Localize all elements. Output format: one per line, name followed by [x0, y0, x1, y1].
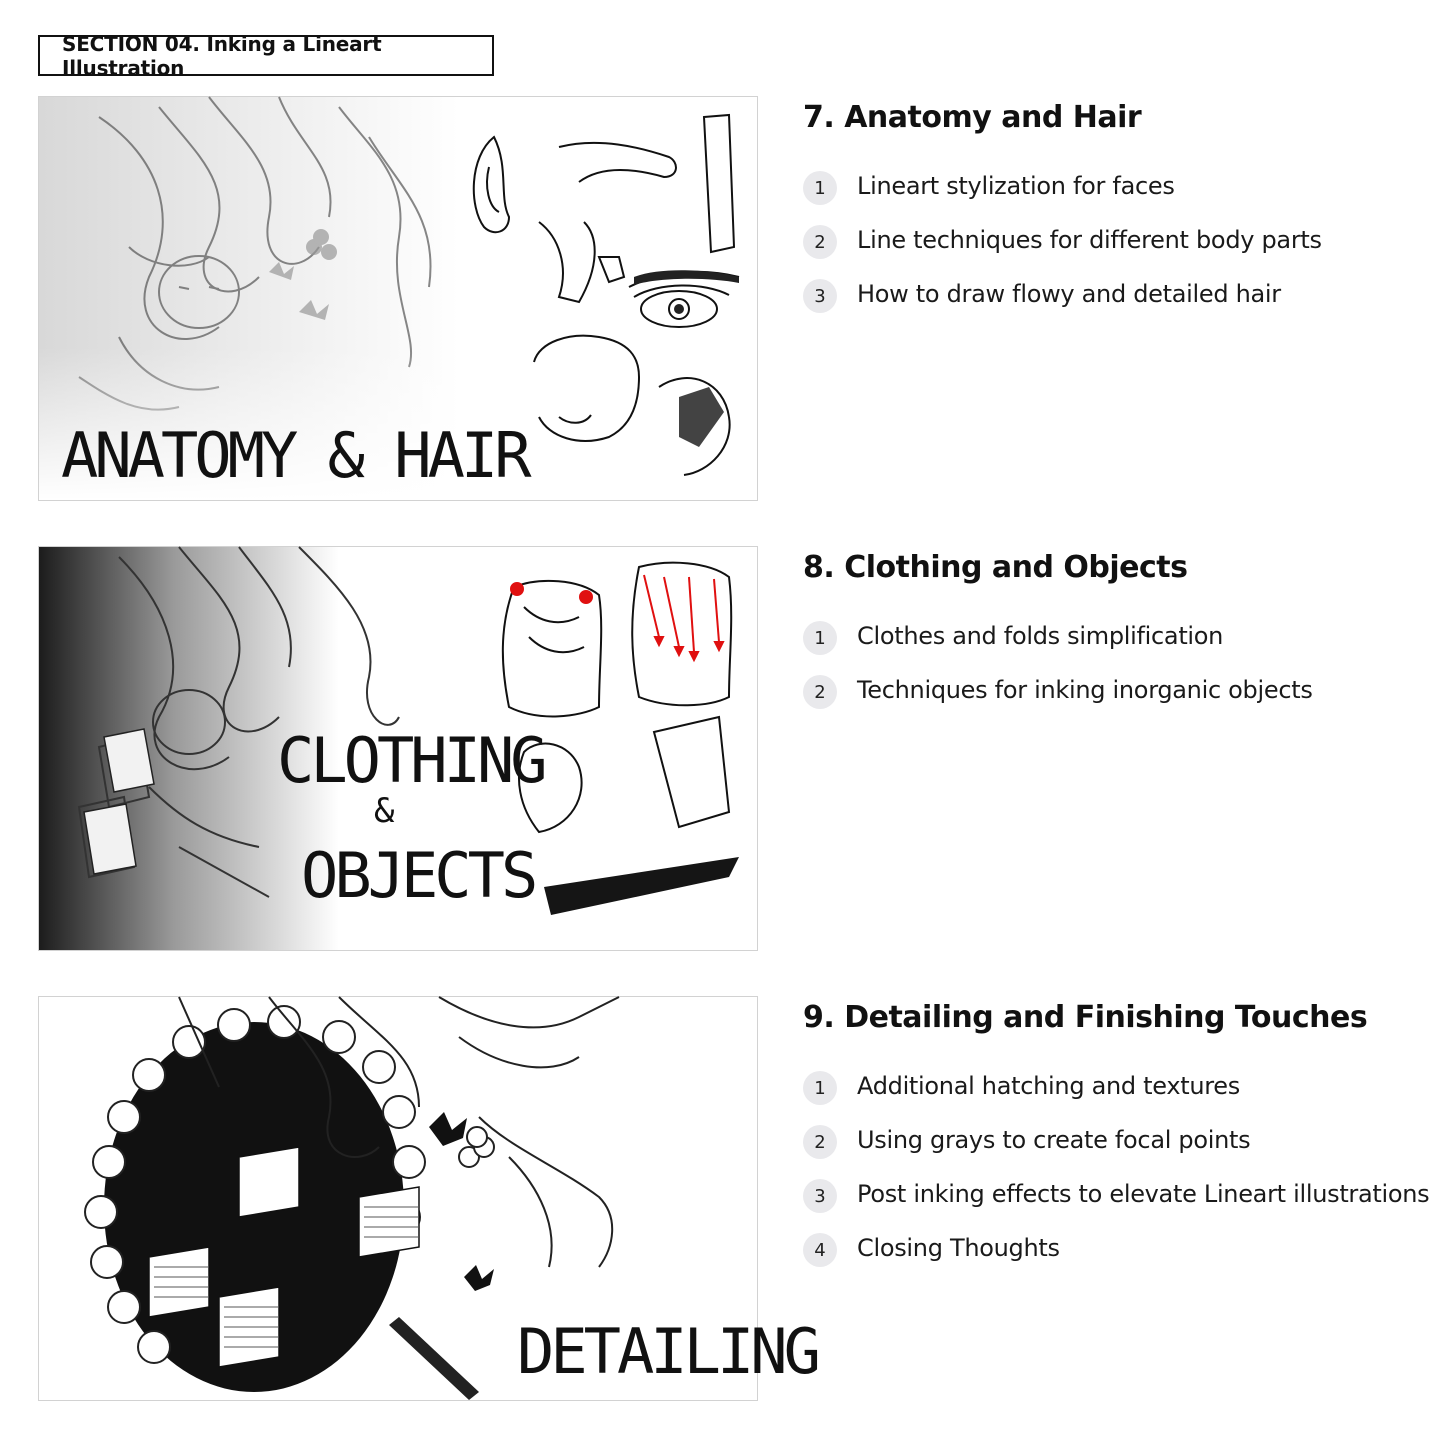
- list-item-text: Post inking effects to elevate Lineart illustrations: [857, 1180, 1430, 1208]
- topic-detailing: [38, 996, 1430, 1402]
- topic-title-clothing-objects: 8. Clothing and Objects: [803, 550, 1188, 585]
- topic-title-detailing: 9. Detailing and Finishing Touches: [803, 1000, 1368, 1035]
- topic-title-anatomy-hair: 7. Anatomy and Hair: [803, 100, 1142, 135]
- list-item: [803, 621, 1313, 675]
- number-badge: 3: [803, 1179, 837, 1213]
- section-title: SECTION 04. Inking a Lineart Illustration: [38, 35, 494, 76]
- list-item-text: Using grays to create focal points: [857, 1126, 1251, 1154]
- list-item-text: Closing Thoughts: [857, 1234, 1060, 1262]
- list-item: [803, 675, 1313, 729]
- thumbnail-clothing-objects: [38, 546, 758, 951]
- thumbnail-label-objects: OBJECTS: [301, 839, 535, 912]
- list-item: [803, 279, 1322, 333]
- list-item-text: Line techniques for different body parts: [857, 226, 1322, 254]
- thumbnail-label-anatomy-hair: ANATOMY & HAIR: [61, 419, 528, 492]
- list-item-text: Additional hatching and textures: [857, 1072, 1240, 1100]
- list-item: [803, 1233, 1429, 1287]
- number-badge: 1: [803, 621, 837, 655]
- topic-items-anatomy-hair: [803, 171, 1322, 333]
- number-badge: 4: [803, 1233, 837, 1267]
- list-item: [803, 171, 1322, 225]
- list-item-text: Clothes and folds simplification: [857, 622, 1224, 650]
- list-item: [803, 225, 1322, 279]
- thumbnail-detailing: [38, 996, 817, 1401]
- topic-clothing-objects: [38, 546, 1418, 952]
- list-item: [803, 1179, 1429, 1233]
- list-item: [803, 1071, 1429, 1125]
- list-item-text: Lineart stylization for faces: [857, 172, 1175, 200]
- topic-items-detailing: [803, 1071, 1429, 1287]
- detailing-illustration: [39, 997, 817, 1400]
- number-badge: 1: [803, 1071, 837, 1105]
- thumbnail-label-clothing: CLOTHING: [277, 724, 544, 797]
- topic-anatomy-hair: [38, 96, 1418, 502]
- clothing-objects-illustration: [39, 547, 757, 950]
- number-badge: 2: [803, 225, 837, 259]
- thumbnail-label-ampersand: &: [374, 791, 395, 831]
- list-item: [803, 1125, 1429, 1179]
- thumbnail-anatomy-hair: [38, 96, 758, 501]
- list-item-text: Techniques for inking inorganic objects: [857, 676, 1313, 704]
- number-badge: 1: [803, 171, 837, 205]
- anatomy-hair-illustration: [39, 97, 757, 500]
- number-badge: 2: [803, 675, 837, 709]
- topic-items-clothing-objects: [803, 621, 1313, 729]
- number-badge: 2: [803, 1125, 837, 1159]
- number-badge: 3: [803, 279, 837, 313]
- thumbnail-label-detailing: DETAILING: [517, 1315, 817, 1388]
- list-item-text: How to draw flowy and detailed hair: [857, 280, 1281, 308]
